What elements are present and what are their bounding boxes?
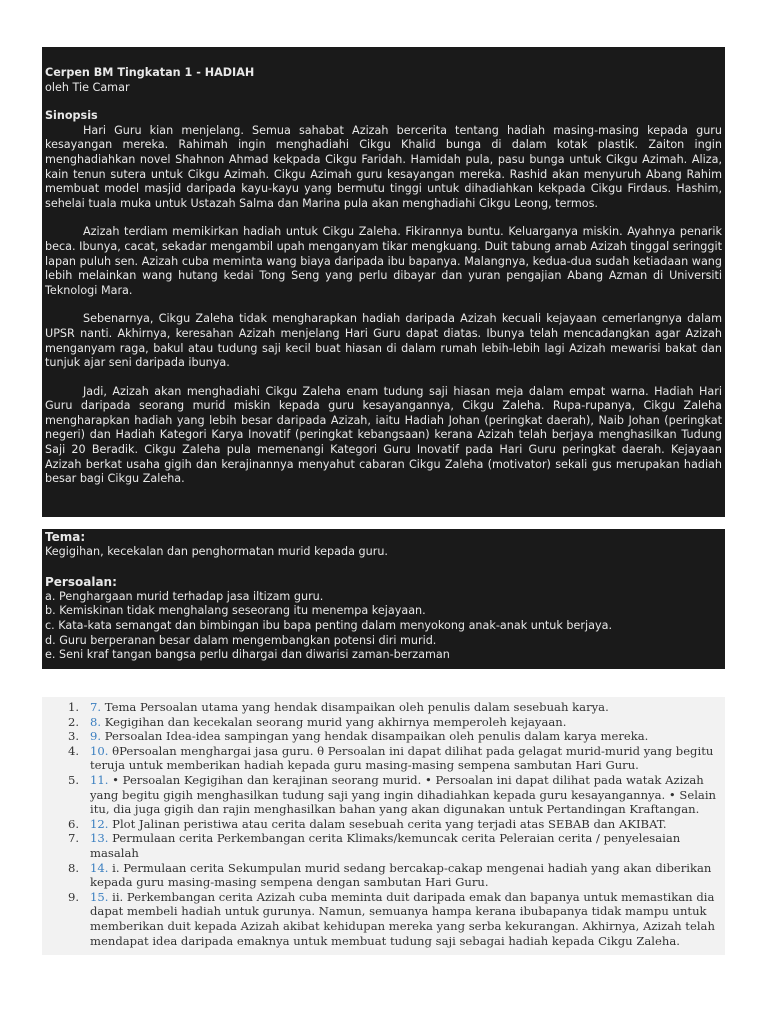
list-item bbox=[42, 744, 717, 773]
list-number: 4. bbox=[68, 743, 80, 758]
list-text: i. Permulaan cerita Sekumpulan murid sedang bercakap-cakap mengenai hadiah yang akan diberikan kepada guru masing-masing sempena dengan sambutan Hari Guru. bbox=[90, 860, 712, 890]
persoalan-item: e. Seni kraf tangan bangsa perlu dihargai dan diwarisi zaman-berzaman bbox=[45, 648, 450, 662]
notes-list bbox=[42, 700, 717, 948]
persoalan-heading: Persoalan: bbox=[45, 575, 117, 590]
tema-heading: Tema: bbox=[45, 530, 86, 544]
list-number: 7. bbox=[68, 831, 80, 846]
notes-list-panel bbox=[42, 697, 725, 955]
list-number: 8. bbox=[68, 860, 80, 875]
sinopsis-paragraph: Sebenarnya, Cikgu Zaleha tidak mengharapkan hadiah daripada Azizah kecuali kejayaan cemerlangnya dalam UPSR nanti. Akhirnya, keresahan Azizah menjelang Hari Guru dapat diatas. Ibunya telah mencadangkan agar Azizah menganyam raga, bakul atau tudung saji kecil buat hiasan di dalam rumah lebih-lebih lagi Azizah mewarisi bakat dan tunjuk ajar seni daripada ibunya. bbox=[45, 312, 722, 370]
list-text: Persoalan Idea-idea sampingan yang hendak disampaikan oleh penulis dalam karya mereka. bbox=[101, 729, 649, 744]
list-link[interactable]: 14. bbox=[90, 860, 109, 875]
sinopsis-paragraph: Hari Guru kian menjelang. Semua sahabat Azizah bercerita tentang hadiah masing-masing kepada guru kesayangan mereka. Rahimah ingin menghadiahi Cikgu Khalid bunga di dalam kotak plastik. Zaiton ingin menghadiahkan novel Shahnon Ahmad kekpada Cikgu Faridah. Hamidah pula, pasu bunga untuk Cikgu Azimah. Aliza, kain tenun sutera untuk Cikgu Azimah. Cikgu Azimah guru kesayangan mereka. Rashid akan menyuruh Abang Rahim membuat model masjid daripada kayu-kayu yang bermutu tinggi untuk dihadiahkan kekpada Cikgu Firdaus. Hashim, sehelai tuala muka untuk Ustazah Salma dan Marina pula akan menghadiahi Cikgu Leong, termos. bbox=[45, 123, 722, 210]
list-number: 1. bbox=[68, 700, 80, 714]
list-link[interactable]: 13. bbox=[90, 831, 109, 846]
list-text: • Persoalan Kegigihan dan kerajinan seorang murid. • Persoalan ini dapat dilihat pada watak Azizah yang begitu gigih menghasilkan tudung saji yang ingin dihadiahkan kepada guru kesayangannya. • Selain itu, dia juga gigih dan rajin menghasilkan bahan yang akan digunakan untuk Pertandingan Kraftangan. bbox=[90, 772, 717, 817]
list-text: θPersoalan menghargai jasa guru. θ Persoalan ini dapat dilihat pada gelagat murid-murid yang begitu teruja untuk memberikan hadiah kepada guru masing-masing sempena sambutan Hari Guru. bbox=[90, 743, 714, 773]
list-item bbox=[42, 729, 717, 744]
tema-text: Kegigihan, kecekalan dan penghormatan murid kepada guru. bbox=[45, 544, 388, 558]
sinopsis-paragraph: Jadi, Azizah akan menghadiahi Cikgu Zaleha enam tudung saji hiasan meja dalam empat warna. Hadiah Hari Guru daripada seorang murid miskin kepada guru kesayangannya, Cikgu Zaleha. Rupa-rupanya, Cikgu Zaleha mengharapkan hadiah yang lebih besar daripada Azizah, iaitu Hadiah Johan (peringkat daerah), Naib Johan (peringkat negeri) dan Hadiah Kategori Karya Inovatif (peringkat kebangsaan) kerana Azizah telah berjaya menghasilkan Tudung Saji 20 Beradik. Cikgu Zaleha pula memenangi Kategori Guru Inovatif pada Hari Guru peringkat daerah. Kejayaan Azizah berkat usaha gigih dan kerajinannya menyahut cabaran Cikgu Zaleha (motivator) sekali gus merupakan hadiah besar bagi Cikgu Zaleha. bbox=[45, 384, 722, 486]
list-link[interactable]: 8. bbox=[90, 714, 102, 729]
tema-persoalan-panel bbox=[42, 529, 725, 669]
list-item bbox=[42, 817, 717, 832]
sinopsis-paragraph: Azizah terdiam memikirkan hadiah untuk Cikgu Zaleha. Fikirannya buntu. Keluarganya miskin. Ayahnya penarik beca. Ibunya, cacat, sekadar mengambil upah menganyam tikar mengkuang. Duit tabung arnab Azizah tinggal seringgit lapan puluh sen. Azizah cuba meminta wang biaya daripada ibu bapanya. Malangnya, kedua-dua sudah ketiadaan wang lebih melainkan wang hutang kedai Tong Seng yang perlu dibayar dan yuran pengajian Abang Azman di Universiti Teknologi Mara. bbox=[45, 225, 722, 297]
sinopsis-panel bbox=[42, 47, 725, 517]
story-author: oleh Tie Camar bbox=[45, 80, 130, 94]
list-link[interactable]: 9. bbox=[90, 729, 102, 744]
list-number: 5. bbox=[68, 772, 80, 787]
story-title: Cerpen BM Tingkatan 1 - HADIAH bbox=[45, 66, 255, 79]
sinopsis-heading: Sinopsis bbox=[45, 109, 98, 123]
list-item bbox=[42, 890, 717, 948]
list-link[interactable]: 7. bbox=[90, 700, 102, 714]
list-item bbox=[42, 773, 717, 817]
list-link[interactable]: 12. bbox=[90, 816, 109, 831]
persoalan-item: a. Penghargaan murid terhadap jasa iltizam guru. bbox=[45, 589, 324, 603]
list-item bbox=[42, 861, 717, 890]
list-link[interactable]: 15. bbox=[90, 889, 109, 904]
list-number: 2. bbox=[68, 714, 80, 729]
persoalan-item: d. Guru berperanan besar dalam mengembangkan potensi diri murid. bbox=[45, 633, 437, 647]
list-number: 3. bbox=[68, 729, 80, 744]
list-number: 9. bbox=[68, 889, 80, 904]
list-item bbox=[42, 700, 717, 715]
persoalan-item: b. Kemiskinan tidak menghalang seseorang itu menempa kejayaan. bbox=[45, 604, 426, 618]
list-link[interactable]: 10. bbox=[90, 743, 109, 758]
list-text: Plot Jalinan peristiwa atau cerita dalam sesebuah cerita yang terjadi atas SEBAB dan AKIBAT. bbox=[108, 816, 667, 831]
list-text: Kegigihan dan kecekalan seorang murid yang akhirnya memperoleh kejayaan. bbox=[101, 714, 567, 729]
list-number: 6. bbox=[68, 816, 80, 831]
list-item bbox=[42, 715, 717, 730]
list-text: ii. Perkembangan cerita Azizah cuba meminta duit daripada emak dan bapanya untuk memastikan dia dapat membeli hadiah untuk gurunya. Namun, semuanya hampa kerana ibubapanya tidak mampu untuk memberikan duit kepada Azizah akibat kehidupan mereka yang serba kekurangan. Akhirnya, Azizah telah mendapat idea daripada emaknya untuk membuat tudung saji sebagai hadiah kepada Cikgu Zaleha. bbox=[90, 889, 715, 948]
persoalan-item: c. Kata-kata semangat dan bimbingan ibu bapa penting dalam menyokong anak-anak untuk berjaya. bbox=[45, 618, 612, 632]
list-item bbox=[42, 831, 717, 860]
list-link[interactable]: 11. bbox=[90, 772, 109, 787]
list-text: Permulaan cerita Perkembangan cerita Klimaks/kemuncak cerita Peleraian cerita / penyelesaian masalah bbox=[90, 831, 681, 860]
list-text: Tema Persoalan utama yang hendak disampaikan oleh penulis dalam sesebuah karya. bbox=[101, 700, 609, 714]
